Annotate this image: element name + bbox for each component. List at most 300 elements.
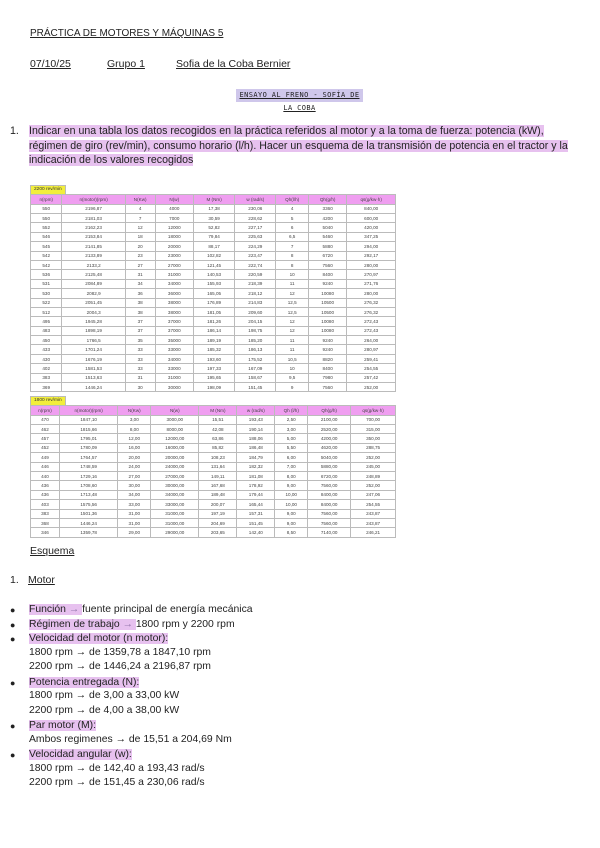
table-cell: 34000 <box>155 354 193 363</box>
table-cell: 8,00 <box>275 471 308 480</box>
table-cell: 10080 <box>308 317 346 326</box>
table-cell: 1764,57 <box>59 453 117 462</box>
table-cell: 224,29 <box>235 242 276 251</box>
bullet-detail-line: 2200 rpm → de 4,00 a 38,00 kW <box>29 704 180 716</box>
table-cell: 1701,24 <box>62 345 125 354</box>
table-cell: 20000 <box>155 242 193 251</box>
table-cell: 1766,5 <box>62 336 125 345</box>
table-cell: 531 <box>31 279 62 288</box>
table-cell: 446 <box>31 462 60 471</box>
data-table-2200 <box>30 194 396 392</box>
author: Sofia de la Coba Bernier <box>176 58 291 70</box>
table-cell: 2153,84 <box>62 232 125 241</box>
table-cell: 149,11 <box>199 471 237 480</box>
table-cell: 179,44 <box>237 490 275 499</box>
table-cell: 20000,00 <box>151 453 199 462</box>
table-cell: 1713,48 <box>59 490 117 499</box>
table-cell: 37000 <box>155 326 193 335</box>
table-row <box>31 434 396 443</box>
table-cell: 227,17 <box>235 223 276 232</box>
table-cell: 185,32 <box>194 345 235 354</box>
table-cell: 18000 <box>155 232 193 241</box>
table-cell: 30,00 <box>118 481 151 490</box>
table-cell: 522 <box>31 298 62 307</box>
table-cell: 470 <box>31 415 60 424</box>
column-header: Qh(g/h) <box>308 406 351 416</box>
table-cell: 259,41 <box>347 354 396 363</box>
table-cell: 198,09 <box>194 383 235 392</box>
table-cell: 252,00 <box>347 383 396 392</box>
table-cell: 2133,2 <box>62 260 125 269</box>
table-cell: 3,00 <box>118 415 151 424</box>
table-row <box>31 260 396 269</box>
table-row <box>31 415 396 424</box>
table-row <box>31 298 396 307</box>
schema-heading: Esquema <box>30 545 75 557</box>
column-header: N(Kw) <box>125 195 155 205</box>
table-cell: 63,86 <box>199 434 237 443</box>
table-cell: 6 <box>276 223 309 232</box>
table-cell: 280,00 <box>347 289 396 298</box>
bullet-label: Velocidad angular (w): <box>29 749 132 760</box>
table-cell: 142,40 <box>237 528 275 537</box>
table-cell: 7,00 <box>275 462 308 471</box>
table-cell: 184,79 <box>237 453 275 462</box>
table-cell: 181,05 <box>194 307 235 316</box>
table-cell: 33 <box>125 364 155 373</box>
table-cell: 9,00 <box>275 518 308 527</box>
table-cell: 189,19 <box>194 336 235 345</box>
table-cell: 181,08 <box>237 471 275 480</box>
table-cell: 88,17 <box>194 242 235 251</box>
table-cell: 209,60 <box>235 307 276 316</box>
table-cell: 8,50 <box>275 528 308 537</box>
table2-tag: 1800 rev/min <box>30 396 66 406</box>
table-cell: 2141,85 <box>62 242 125 251</box>
table-cell: 436 <box>31 481 60 490</box>
table-cell: 550 <box>31 213 62 222</box>
table-cell: 52,82 <box>194 223 235 232</box>
table-cell: 27000,00 <box>151 471 199 480</box>
table-cell: 2084,89 <box>62 279 125 288</box>
table-row <box>31 242 396 251</box>
table-cell: 157,31 <box>237 509 275 518</box>
table-cell: 10,00 <box>275 490 308 499</box>
table-cell: 9240 <box>308 336 346 345</box>
table-cell: 8000,00 <box>151 424 199 433</box>
table-cell: 450 <box>31 336 62 345</box>
table-row <box>31 373 396 382</box>
table-cell: 246,21 <box>351 528 396 537</box>
table-cell: 38 <box>125 307 155 316</box>
column-header: n(motor)(rpm) <box>62 195 125 205</box>
table-row <box>31 223 396 232</box>
table-cell: 181,26 <box>194 317 235 326</box>
table-cell: 346 <box>31 528 60 537</box>
table-cell: 1847,10 <box>59 415 117 424</box>
table-cell: 4 <box>276 204 309 213</box>
table-cell: 368 <box>31 518 60 527</box>
bullet-text: 1800 rpm y 2200 rpm <box>135 618 235 630</box>
table-cell: 193,60 <box>194 354 235 363</box>
table-cell: 542 <box>31 251 62 260</box>
bullet-label: Par motor (M): <box>29 720 96 731</box>
table-cell: 31000,00 <box>151 509 199 518</box>
table-cell: 16000,00 <box>151 443 199 452</box>
table-cell: 4000 <box>155 204 193 213</box>
table-cell: 23 <box>125 251 155 260</box>
table-cell: 2004,3 <box>62 307 125 316</box>
bullet-label: Potencia entregada (N): <box>29 676 140 688</box>
table-cell: 402 <box>31 364 62 373</box>
table-cell: 2100,00 <box>308 415 351 424</box>
table-cell: 10 <box>276 270 309 279</box>
table-cell: 11 <box>276 336 309 345</box>
table-cell: 8 <box>276 251 309 260</box>
table-cell: 2133,89 <box>62 251 125 260</box>
table-cell: 121,45 <box>194 260 235 269</box>
column-header: qs(g/kw·h) <box>347 195 396 205</box>
table-cell: 440 <box>31 471 60 480</box>
table-cell: 420,00 <box>347 223 396 232</box>
table-cell: 9,00 <box>275 509 308 518</box>
table-cell: 85,82 <box>199 443 237 452</box>
bullet-detail-line: 1800 rpm → de 1359,78 a 1847,10 rpm <box>29 646 211 658</box>
table-cell: 512 <box>31 307 62 316</box>
table-cell: 10080 <box>308 289 346 298</box>
table-cell: 35000 <box>155 336 193 345</box>
table-cell: 4200 <box>308 213 346 222</box>
table-row <box>31 462 396 471</box>
bullet-detail-line: 2200 rpm → de 1446,24 a 2196,87 rpm <box>29 661 211 672</box>
table-cell: 7560,00 <box>308 518 351 527</box>
table-cell: 1748,59 <box>59 462 117 471</box>
table-cell: 195,65 <box>194 373 235 382</box>
table-cell: 5040,00 <box>308 453 351 462</box>
table-cell: 17,38 <box>194 204 235 213</box>
table-cell: 4620,00 <box>308 443 351 452</box>
column-header: M (Nm) <box>194 195 235 205</box>
table-cell: 178,92 <box>237 481 275 490</box>
table-cell: 38 <box>125 298 155 307</box>
table-cell: 12000,00 <box>151 434 199 443</box>
table-cell: 8 <box>276 260 309 269</box>
table-cell: 228,62 <box>235 213 276 222</box>
table-cell: 34000,00 <box>151 490 199 499</box>
table-cell: 102,82 <box>194 251 235 260</box>
table-cell: 272,43 <box>347 326 396 335</box>
data-table-1800 <box>30 405 396 538</box>
table-cell: 218,12 <box>235 289 276 298</box>
table-cell: 165,44 <box>237 500 275 509</box>
table-cell: 131,64 <box>199 462 237 471</box>
table-row <box>31 289 396 298</box>
column-header: n(rpm) <box>31 195 62 205</box>
table-header-row <box>31 195 396 205</box>
table-cell: 1780,09 <box>59 443 117 452</box>
table-row <box>31 326 396 335</box>
table-cell: 347,25 <box>347 232 396 241</box>
table-cell: 288,75 <box>351 443 396 452</box>
table-cell: 1446,24 <box>62 383 125 392</box>
question-number: 1. <box>10 125 19 137</box>
table-cell: 190,14 <box>237 424 275 433</box>
table-cell: 315,00 <box>351 424 396 433</box>
table-cell: 430 <box>31 354 62 363</box>
table-cell: 276,32 <box>347 307 396 316</box>
bullet-label: Velocidad del motor (n motor): <box>29 633 169 644</box>
table-cell: 245,00 <box>351 462 396 471</box>
table-cell: 7560,00 <box>308 509 351 518</box>
table-row <box>31 490 396 499</box>
table-cell: 11 <box>276 279 309 288</box>
table-cell: 7000 <box>155 213 193 222</box>
table-cell: 33 <box>125 354 155 363</box>
table-cell: 1446,24 <box>59 518 117 527</box>
table-cell: 247,06 <box>351 490 396 499</box>
table-cell: 36000 <box>155 289 193 298</box>
bullet-label: Función <box>29 604 66 615</box>
table-cell: 243,87 <box>351 509 396 518</box>
table-cell: 37 <box>125 326 155 335</box>
table-cell: 10080 <box>308 326 346 335</box>
question-text: Indicar en una tabla los datos recogidos en la práctica referidos al motor y a la toma de fuerza: potencia (kW), régimen de giro (rev/min), consumo horario (l/h). Hacer un esquema de la transmisión de potencia en el tractor y la indicación de los valores recogidos <box>29 125 568 166</box>
table-cell: 9240 <box>308 345 346 354</box>
table-cell: 2051,45 <box>62 298 125 307</box>
table-cell: 550 <box>31 204 62 213</box>
table-row <box>31 364 396 373</box>
table-cell: 35 <box>125 336 155 345</box>
table-cell: 167,09 <box>235 364 276 373</box>
table-cell: 8820 <box>308 354 346 363</box>
table-cell: 30,59 <box>194 213 235 222</box>
table-row <box>31 307 396 316</box>
table-cell: 158,67 <box>235 373 276 382</box>
table-cell: 218,39 <box>235 279 276 288</box>
table-row <box>31 354 396 363</box>
table-cell: 552 <box>31 223 62 232</box>
table-cell: 369 <box>31 383 62 392</box>
column-header: N(w) <box>151 406 199 416</box>
table-cell: 34000 <box>155 279 193 288</box>
table-cell: 204,15 <box>235 317 276 326</box>
table-cell: 5460 <box>308 232 346 241</box>
table-cell: 9 <box>276 383 309 392</box>
table-cell: 31 <box>125 270 155 279</box>
table-cell: 176,89 <box>194 298 235 307</box>
section-number: 1. <box>10 574 19 586</box>
table-row <box>31 500 396 509</box>
table-row <box>31 279 396 288</box>
table-cell: 2082,9 <box>62 289 125 298</box>
column-header: w (rad/s) <box>237 406 275 416</box>
table-cell: 270,97 <box>347 270 396 279</box>
table-cell: 31000 <box>155 270 193 279</box>
column-header: N(Kw) <box>118 406 151 416</box>
table-cell: 1581,53 <box>62 364 125 373</box>
table-cell: 530 <box>31 289 62 298</box>
table-cell: 79,84 <box>194 232 235 241</box>
table-row <box>31 251 396 260</box>
table-cell: 1815,66 <box>59 424 117 433</box>
table-cell: 12,5 <box>276 298 309 307</box>
table-cell: 188,06 <box>237 434 275 443</box>
table-cell: 700,00 <box>351 415 396 424</box>
table-cell: 30000,00 <box>151 481 199 490</box>
table-cell: 9240 <box>308 279 346 288</box>
table-cell: 36 <box>125 289 155 298</box>
table-cell: 1359,78 <box>59 528 117 537</box>
table-row <box>31 443 396 452</box>
table-cell: 186,14 <box>194 326 235 335</box>
table-cell: 155,93 <box>194 279 235 288</box>
bullet-dot-icon: ● <box>10 750 16 760</box>
table-cell: 203,65 <box>199 528 237 537</box>
table-cell: 37 <box>125 317 155 326</box>
table-cell: 10500 <box>308 298 346 307</box>
bullet-detail-line: 1800 rpm → de 142,40 a 193,43 rad/s <box>29 762 205 774</box>
column-header: qs(g/kw·h) <box>351 406 396 416</box>
table-cell: 2196,87 <box>62 204 125 213</box>
table-cell: 457 <box>31 434 60 443</box>
table-cell: 27 <box>125 260 155 269</box>
table-row <box>31 336 396 345</box>
table-cell: 254,55 <box>347 364 396 373</box>
table-cell: 1795,01 <box>59 434 117 443</box>
table-cell: 10,5 <box>276 354 309 363</box>
table-cell: 5,00 <box>275 434 308 443</box>
table-cell: 12,00 <box>118 434 151 443</box>
table-cell: 2125,48 <box>62 270 125 279</box>
table-cell: 15,51 <box>199 415 237 424</box>
bullet-label: Régimen de trabajo <box>29 618 120 630</box>
bullet-detail-line: 1800 rpm → de 3,00 a 33,00 kW <box>29 690 180 701</box>
table-cell: 452 <box>31 443 60 452</box>
bullet-dot-icon: ● <box>10 677 16 688</box>
table-cell: 16,00 <box>118 443 151 452</box>
table-cell: 542 <box>31 260 62 269</box>
table-cell: 33,00 <box>118 500 151 509</box>
table-cell: 6720 <box>308 251 346 260</box>
table1-tag: 2200 rev/min <box>30 185 66 195</box>
table-cell: 252,00 <box>351 481 396 490</box>
document-title: PRÁCTICA DE MOTORES Y MÁQUINAS 5 <box>30 28 224 39</box>
table-cell: 151,45 <box>237 518 275 527</box>
table-cell: 200,07 <box>199 500 237 509</box>
table-cell: 20 <box>125 242 155 251</box>
table-cell: 6,5 <box>276 232 309 241</box>
date: 07/10/25 <box>30 58 71 70</box>
table-cell: 29,00 <box>118 528 151 537</box>
table-cell: 12 <box>276 289 309 298</box>
table-cell: 403 <box>31 500 60 509</box>
table-cell: 4 <box>125 204 155 213</box>
table-row <box>31 518 396 527</box>
table-cell: 9,00 <box>275 481 308 490</box>
table-row <box>31 471 396 480</box>
table-cell: 280,97 <box>347 345 396 354</box>
table-cell: 2162,23 <box>62 223 125 232</box>
table-cell: 8400,00 <box>308 490 351 499</box>
table-row <box>31 453 396 462</box>
column-header: M (Nm) <box>199 406 237 416</box>
table-row <box>31 383 396 392</box>
bullet-dot-icon: ● <box>10 634 16 644</box>
table-row <box>31 270 396 279</box>
table-cell: 165,05 <box>194 289 235 298</box>
table-cell: 33000 <box>155 364 193 373</box>
table-cell: 383 <box>31 509 60 518</box>
table-cell: 34 <box>125 279 155 288</box>
table-cell: 24,00 <box>118 462 151 471</box>
table-cell: 243,87 <box>351 518 396 527</box>
table-cell: 30000 <box>155 383 193 392</box>
table-cell: 31,00 <box>118 518 151 527</box>
table-cell: 20,00 <box>118 453 151 462</box>
table-cell: 1729,16 <box>59 471 117 480</box>
table-cell: 204,69 <box>199 518 237 527</box>
table-cell: 37000 <box>155 317 193 326</box>
table-cell: 12000 <box>155 223 193 232</box>
table-cell: 29000,00 <box>151 528 199 537</box>
table-cell: 6,00 <box>275 453 308 462</box>
table-cell: 230,06 <box>235 204 276 213</box>
table-cell: 433 <box>31 345 62 354</box>
handwritten-stamp: ENSAYO AL FRENO - SOFÍA DE LA COBA <box>236 89 363 102</box>
table-cell: 10,00 <box>275 500 308 509</box>
table-cell: 27000 <box>155 260 193 269</box>
table-cell: 140,53 <box>194 270 235 279</box>
table-cell: 222,74 <box>235 260 276 269</box>
table-row <box>31 528 396 537</box>
table-cell: 198,75 <box>235 326 276 335</box>
table-cell: 197,33 <box>194 364 235 373</box>
table-cell: 1501,36 <box>59 509 117 518</box>
table-cell: 7 <box>276 242 309 251</box>
table-cell: 8400 <box>308 364 346 373</box>
table-cell: 264,00 <box>347 336 396 345</box>
table-cell: 272,43 <box>347 317 396 326</box>
table-cell: 3000,00 <box>151 415 199 424</box>
section-title: Motor <box>28 574 55 586</box>
table-row <box>31 204 396 213</box>
table-cell: 1513,63 <box>62 373 125 382</box>
column-header: Qh (l/h) <box>275 406 308 416</box>
table-cell: 276,32 <box>347 298 396 307</box>
table-cell: 2520,00 <box>308 424 351 433</box>
column-header: n(motor)(rpm) <box>59 406 117 416</box>
table-row <box>31 481 396 490</box>
table-cell: 34,00 <box>118 490 151 499</box>
table-cell: 1708,60 <box>59 481 117 490</box>
table-cell: 12 <box>276 326 309 335</box>
table-cell: 280,00 <box>347 260 396 269</box>
table-cell: 30 <box>125 383 155 392</box>
table-cell: 462 <box>31 424 60 433</box>
table-cell: 1945,28 <box>62 317 125 326</box>
table-cell: 31,00 <box>118 509 151 518</box>
column-header: Qh(g/h) <box>308 195 346 205</box>
table-cell: 545 <box>31 242 62 251</box>
table-cell: 12,5 <box>276 307 309 316</box>
table-cell: 197,19 <box>199 509 237 518</box>
table-cell: 600,00 <box>347 213 396 222</box>
table-cell: 151,45 <box>235 383 276 392</box>
table-cell: 175,52 <box>235 354 276 363</box>
table-cell: 350,00 <box>351 434 396 443</box>
table-cell: 5 <box>276 213 309 222</box>
table-cell: 2181,03 <box>62 213 125 222</box>
